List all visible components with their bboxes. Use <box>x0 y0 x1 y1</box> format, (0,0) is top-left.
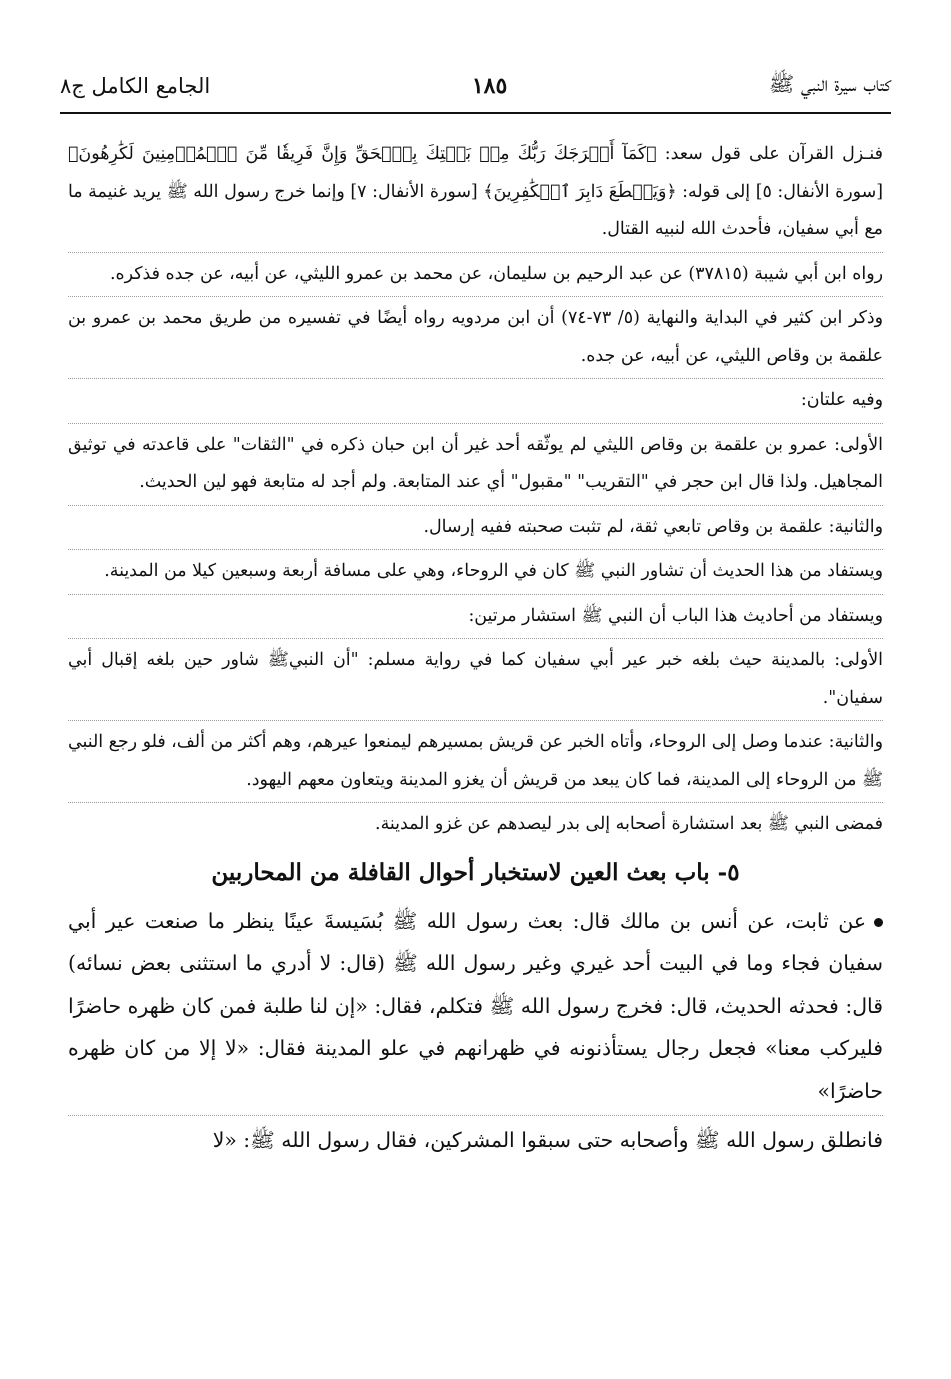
paragraph: وذكر ابن كثير في البداية والنهاية (٥/ ٧٣-٧٤) أن ابن مردويه رواه أيضًا في تفسيره من طريق محمد بن عمرو بن علقمة بن وقاص الليثي، عن أبيه، عن جده. <box>68 308 883 366</box>
separator <box>68 549 883 550</box>
paragraph: رواه ابن أبي شيبة (٣٧٨١٥) عن عبد الرحيم بن سليمان، عن محمد بن عمرو الليثي، عن أبيه، عن جده فذكره. <box>110 263 883 284</box>
separator <box>68 1115 883 1116</box>
paragraph: الأولى: عمرو بن علقمة بن وقاص الليثي لم يوثّقه أحد غير أن ابن حبان ذكره في "الثقات" على قاعدته في توثيق المجاهيل. ولذا قال ابن حجر في "التقريب" "مقبول" أي عند المتابعة. ولم أجد له متابعة فهو لين الحديث. <box>68 434 883 492</box>
paragraph: وفيه علتان: <box>800 390 883 410</box>
separator <box>68 594 883 595</box>
page-number: ١٨٥ <box>471 73 508 99</box>
paragraph: والثانية: علقمة بن وقاص تابعي ثقة، لم تثبت صحبته ففيه إرسال. <box>423 516 883 537</box>
paragraph: فمضى النبي ﷺ بعد استشارة أصحابه إلى بدر ليصدهم عن غزو المدينة. <box>375 814 883 834</box>
separator <box>68 423 883 424</box>
paragraph: ويستفاد من أحاديث هذا الباب أن النبي ﷺ استشار مرتين: <box>468 605 883 626</box>
header-rule <box>60 112 891 114</box>
hadith-text: عن ثابت، عن أنس بن مالك قال: بعث رسول الله ﷺ بُسَيسةَ عينًا ينظر ما صنعت عير أبي سفيان فجاء وما في البيت أحد غيري وغير رسول الله ﷺ (قال: لا أدري ما استثنى بعض نسائه) قال: فحدثه الحديث، قال: فخرج رسول الله ﷺ فتكلم، فقال: «إن لنا طلبة فمن كان ظهره حاضرًا فليركب معنا» فجعل رجال يستأذنونه في ظهرانهم في علو المدينة فقال: «لا إلا من كان ظهره حاضرًا» <box>68 908 883 1103</box>
separator <box>68 802 883 803</box>
separator <box>68 638 883 639</box>
page-body <box>68 136 883 1162</box>
paragraph: الأولى: بالمدينة حيث بلغه خبر عير أبي سفيان كما في رواية مسلم: "أن النبيﷺ شاور حين بلغه إقبال أبي سفيان". <box>68 650 883 708</box>
chapter-heading: ٥- باب بعث العين لاستخبار أحوال القافلة من المحاربين <box>211 858 740 886</box>
paragraph: والثانية: عندما وصل إلى الروحاء، وأتاه الخبر عن قريش بمسيرهم ليمنعوا عيرهم، وهم أكثر من ألف، فلو رجع النبي ﷺ من الروحاء إلى المدينة، فما كان يبعد من قريش أن يغزو المدينة ويتعاون معهم اليهود. <box>68 732 883 790</box>
book-title: كتاب سيرة النبي ﷺ <box>768 71 891 96</box>
hadith-paragraph <box>68 900 883 1113</box>
separator <box>68 296 883 297</box>
separator <box>68 720 883 721</box>
separator <box>68 252 883 253</box>
hadith-paragraph: فانطلق رسول الله ﷺ وأصحابه حتى سبقوا المشركين، فقال رسول الله ﷺ: «لا <box>212 1128 883 1152</box>
running-header <box>60 66 891 106</box>
paragraph: فنـزل القرآن على قول سعد: ﴿كَمَآ أَخۡرَجَكَ رَبُّكَ مِنۢ بَيۡتِكَ بِٱلۡحَقِّ وَإِنَّ فَرِيقٗا مِّنَ ٱلۡمُؤۡمِنِينَ لَكَٰرِهُونَ﴾ [سورة الأنفال: ٥] إلى قوله: ﴿وَيَقۡطَعَ دَابِرَ ٱلۡكَٰفِرِينَ﴾ [سورة الأنفال: ٧] وإنما خرج رسول الله ﷺ يريد غنيمة ما مع أبي سفيان، فأحدث الله لنبيه القتال. <box>68 144 884 239</box>
separator <box>68 505 883 506</box>
separator <box>68 378 883 379</box>
volume-title: الجامع الكامل ج٨ <box>60 74 211 98</box>
bullet-icon <box>874 918 883 927</box>
paragraph: ويستفاد من هذا الحديث أن تشاور النبي ﷺ كان في الروحاء، وهي على مسافة أربعة وسبعين كيلا من المدينة. <box>104 561 883 581</box>
